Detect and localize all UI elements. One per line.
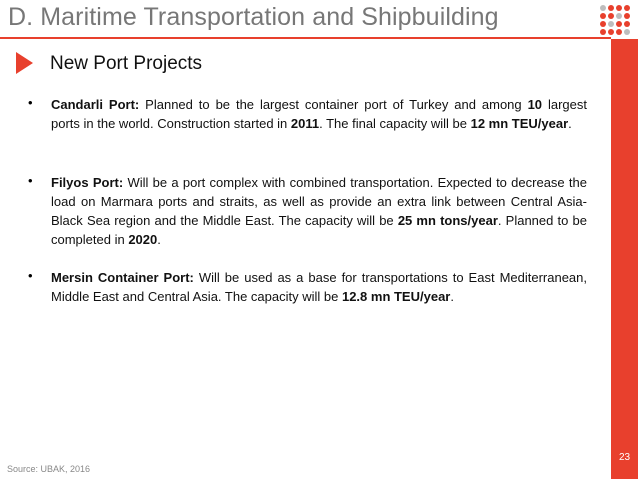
bullet-body: . The final capacity will be [319,116,471,131]
bullet-body: . [450,289,454,304]
section-subtitle: New Port Projects [50,53,203,74]
bullet-heading: Filyos Port: [51,175,124,190]
bullet-value: 12.8 mn TEU/year [341,289,451,304]
bullet-body: Will be used as a base for transportations to East Mediterranean, Middle East and Central Asia. The capacity will be [51,270,588,304]
bullet-candarli-port [51,95,587,133]
bullet-value: 2020 [128,232,158,247]
bullet-value: 2011 [290,116,320,131]
dots-logo-icon [600,5,630,35]
title-divider [0,37,611,39]
bullet-value: 10 [527,97,543,112]
bullet-body: . [568,116,572,131]
bullet-icon: • [28,95,33,110]
right-accent-band [611,39,638,479]
bullet-value: 25 mn tons/year [397,213,498,228]
bullet-filyos-port [51,173,587,249]
page-number: 23 [618,452,631,463]
bullet-body: Planned to be the largest container port of Turkey and among [139,97,528,112]
bullet-icon: • [28,268,33,283]
bullet-icon: • [28,173,33,188]
bullet-value: 12 mn TEU/year [470,116,569,131]
bullet-heading: Candarli Port: [51,97,140,112]
source-note: Source: UBAK, 2016 [7,464,91,474]
bullet-mersin-container-port [51,268,587,306]
bullet-body: largest ports in the world. Construction started in [51,97,587,131]
bullet-heading: Mersin Container Port: [51,270,194,285]
slide-title: D. Maritime Transportation and Shipbuilding [8,3,499,31]
bullet-body: . [157,232,161,247]
bullet-body: Will be a port complex with combined transportation. Expected to decrease the load on Marmara ports and straits, as well as provide an extra link between Central Asia-Black Sea region and the Middle East. The capacity will be [51,175,587,228]
bullet-body: . Planned to be completed in [51,213,587,247]
triangle-arrow-icon [16,52,33,74]
